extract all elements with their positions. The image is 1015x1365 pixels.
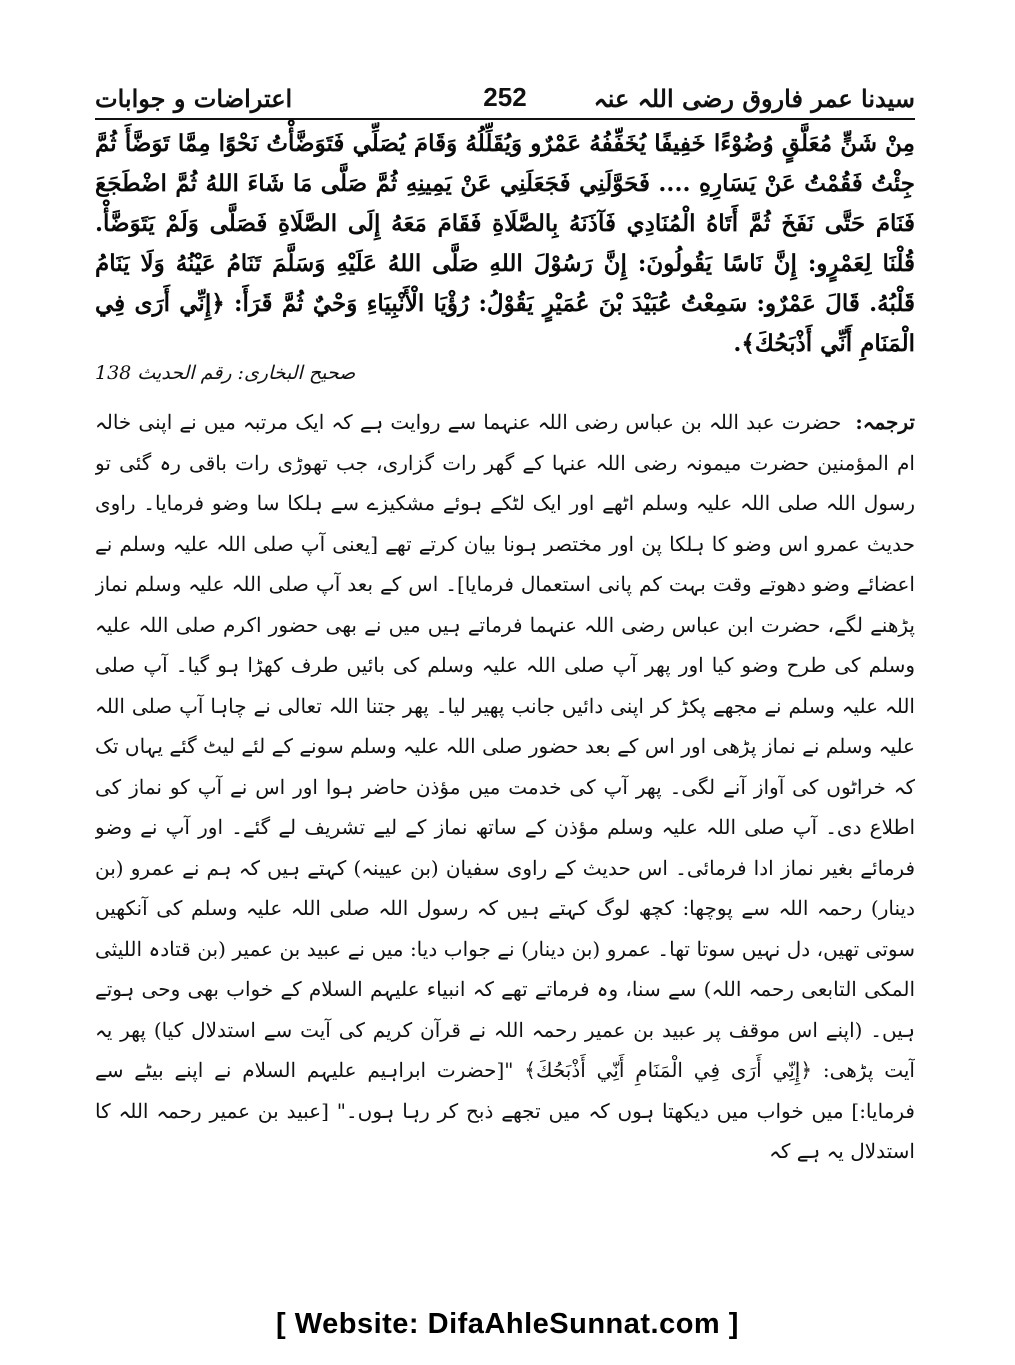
urdu-translation <box>95 402 915 1222</box>
translation-body: حضرت عبد اللہ بن عباس رضی اللہ عنہما سے روایت ہے کہ ایک مرتبہ میں نے اپنی خالہ ام المؤمنین حضرت میمونہ رضی اللہ عنہا کے گھر رات گزاری، جب تھوڑی رات باقی رہ گئی تو رسول اللہ صلی اللہ علیہ وسلم اٹھے اور ایک لٹکے ہوئے مشکیزے سے ہلکا سا وضو فرمایا۔ راوی حدیث عمرو اس وضو کا ہلکا پن اور مختصر ہونا بیان کرتے تھے [یعنی آپ صلی اللہ علیہ وسلم نے اعضائے وضو دھوتے وقت بہت کم پانی استعمال فرمایا]۔ اس کے بعد آپ صلی اللہ علیہ وسلم نماز پڑھنے لگے، حضرت ابن عباس رضی اللہ عنہما فرماتے ہیں میں نے بھی حضور اکرم صلی اللہ علیہ وسلم کی طرح وضو کیا اور پھر آپ صلی اللہ علیہ وسلم کی بائیں طرف کھڑا ہو گیا۔ آپ صلی اللہ علیہ وسلم نے مجھے پکڑ کر اپنی دائیں جانب پھیر لیا۔ پھر جتنا اللہ تعالی نے چاہا آپ صلی اللہ علیہ وسلم نے نماز پڑھی اور اس کے بعد حضور صلی اللہ علیہ وسلم سونے کے لئے لیٹ گئے یہاں تک کہ خراٹوں کی آواز آنے لگی۔ پھر آپ کی خدمت میں مؤذن حاضر ہوا اور اس نے آپ کو نماز کی اطلاع دی۔ آپ صلی اللہ علیہ وسلم مؤذن کے ساتھ نماز کے لیے تشریف لے گئے۔ اور آپ نے وضو فرمائے بغیر نماز ادا فرمائی۔ اس حدیث کے راوی سفیان (بن عیینہ) کہتے ہیں کہ ہم نے عمرو (بن دینار) رحمہ اللہ سے پوچھا: کچھ لوگ کہتے ہیں کہ رسول اللہ صلی اللہ علیہ وسلم کی آنکھیں سوتی تھیں، دل نہیں سوتا تھا۔ عمرو (بن دینار) نے جواب دیا: میں نے عبید بن عمیر (بن قتادہ اللیثی المکی التابعی رحمہ اللہ) سے سنا، وہ فرماتے تھے کہ انبیاء علیہم السلام کے خواب بھی وحی ہوتے ہیں۔ (اپنے اس موقف پر عبید بن عمیر رحمہ اللہ نے قرآن کریم کی آیت سے استدلال کیا) پھر یہ آیت پڑھی: ﴿إِنِّي أَرَى فِي الْمَنَامِ أَنِّي أَذْبَحُكَ﴾ "[حضرت ابراہیم علیہم السلام نے اپنے بیٹے سے فرمایا:] میں خواب میں دیکھتا ہوں کہ میں تجھے ذبح کر رہا ہوں۔" [عبید بن عمیر رحمہ اللہ کا استدلال یہ ہے کہ <box>95 410 915 1163</box>
website-footer: [ Website: DifaAhleSunnat.com ] <box>276 1308 739 1340</box>
book-title: سیدنا عمر فاروق رضی اللہ عنہ <box>593 84 915 113</box>
arabic-hadith-text: مِنْ شَنٍّ مُعَلَّقٍ وُضُوْءًا خَفِيفًا يُخَفِّفُهُ عَمْرٌو وَيُقَلِّلُهُ وَقَامَ يُصَلِّي فَتَوَضَّأْتُ نَحْوًا مِمَّا تَوَضَّأَ ثُمَّ جِئْتُ فَقُمْتُ عَنْ يَسَارِهِ .... فَحَوَّلَنِي فَجَعَلَنِي عَنْ يَمِينِهِ ثُمَّ صَلَّى مَا شَاءَ اللهُ ثُمَّ اضْطَجَعَ فَنَامَ حَتَّى نَفَخَ ثُمَّ أَتَاهُ الْمُنَادِي فَآذَنَهُ بِالصَّلَاةِ فَقَامَ مَعَهُ إِلَى الصَّلَاةِ فَصَلَّى وَلَمْ يَتَوَضَّأْ. قُلْنَا لِعَمْرٍو: إِنَّ نَاسًا يَقُولُونَ: إِنَّ رَسُوْلَ اللهِ صَلَّى اللهُ عَلَيْهِ وَسَلَّمَ تَنَامُ عَيْنُهُ وَلَا يَنَامُ قَلْبُهُ. قَالَ عَمْرٌو: سَمِعْتُ عُبَيْدَ بْنَ عُمَيْرٍ يَقُوْلُ: رُؤْيَا الْأَنْبِيَاءِ وَحْيٌ ثُمَّ قَرَأَ: ﴿إِنِّي أَرَى فِي الْمَنَامِ أَنِّي أَذْبَحُكَ﴾. <box>95 130 915 357</box>
hadith-reference: صحیح البخاری: رقم الحدیث 138 <box>95 362 356 384</box>
page-number: 252 <box>483 82 527 112</box>
section-title: اعتراضات و جوابات <box>95 84 293 113</box>
page-header <box>95 78 915 120</box>
translation-label: ترجمہ: <box>855 410 915 434</box>
